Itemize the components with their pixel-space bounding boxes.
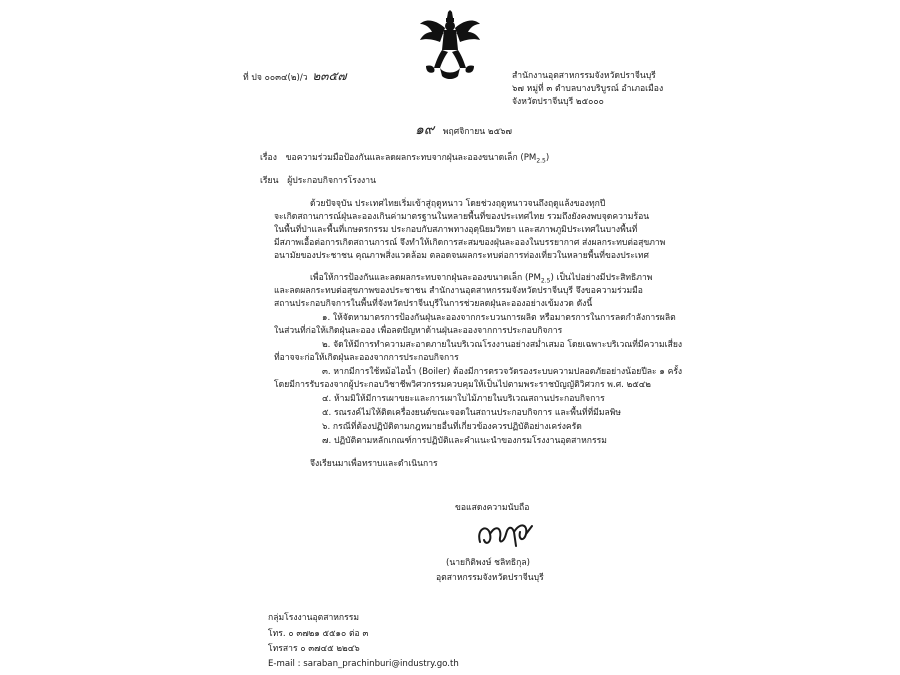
office-province: จังหวัดปราจีนบุรี ๒๕๐๐๐	[512, 97, 604, 107]
item-text: ห้ามมิให้มีการเผาขยะและการเผาใบไม้ภายในบริเวณสถานประกอบกิจการ	[333, 394, 605, 404]
paragraph-text: ) เป็นไปอย่างมีประสิทธิภาพ	[550, 273, 653, 283]
signer-title: อุตสาหกรรมจังหวัดปราจีนบุรี	[436, 573, 544, 583]
reference-handwritten-number: ๒๓๕๗	[312, 69, 347, 83]
item-text: โดยมีการรับรองจากผู้ประกอบวิชาชีพวิศวกรรมควบคุมให้เป็นไปตามพระราชบัญญัติวิศวกร พ.ศ. ๒๕๔๒	[274, 380, 651, 390]
footer-phone: โทร. ๐ ๓๗๒๑ ๕๕๑๐ ต่อ ๓	[268, 629, 369, 639]
date-day-handwritten: ๑๙	[415, 122, 435, 138]
paragraph-line: อนามัยของประชาชน คุณภาพสิ่งแวดล้อม ตลอดจนผลกระทบต่อการท่องเที่ยวในหลายพื้นที่ของประเทศ	[274, 251, 649, 261]
list-item	[322, 339, 682, 352]
date-month-year: พฤศจิกายน ๒๕๖๗	[442, 127, 512, 137]
list-item	[322, 435, 607, 448]
item-text: ที่อาจจะก่อให้เกิดฝุ่นละอองจากการประกอบกิจการ	[274, 353, 459, 363]
list-item	[322, 366, 682, 379]
paragraph-line: ในพื้นที่ป่าและพื้นที่เกษตรกรรม ประกอบกับสภาพทางอุตุนิยมวิทยา และสภาพภูมิประเทศในบางพื้นที่	[274, 225, 638, 235]
paragraph-text: เพื่อให้การป้องกันและลดผลกระทบจากฝุ่นละอองขนาดเล็ก (PM	[310, 273, 541, 283]
item-number: ๕.	[322, 408, 332, 418]
paragraph-line: และลดผลกระทบต่อสุขภาพของประชาชน สำนักงานอุตสาหกรรมจังหวัดปราจีนบุรี จึงขอความร่วมมือ	[274, 286, 643, 296]
item-number: ๖.	[322, 422, 331, 432]
footer-email: E-mail : saraban_prachinburi@industry.go.th	[268, 659, 459, 669]
subject-line	[260, 152, 549, 168]
subject-end: )	[545, 153, 550, 163]
footer-fax: โทรสาร ๐ ๓๗๔๕ ๒๒๔๖	[268, 644, 360, 654]
signer-name: (นายกิติพงษ์ ชลิทธิกุล)	[446, 558, 530, 568]
salutation-recipient: ผู้ประกอบกิจการโรงงาน	[287, 176, 376, 186]
item-text: หากมีการใช้หม้อไอน้ำ (Boiler) ต้องมีการตรวจวัดรองระบบความปลอดภัยอย่างน้อยปีละ ๑ ครั้ง	[333, 367, 683, 377]
paragraph-line: จะเกิดสถานการณ์ฝุ่นละอองเกินค่ามาตรฐานในหลายพื้นที่ของประเทศไทย รวมถึงยังคงพบจุดความร้อน	[274, 212, 650, 222]
item-number: ๗.	[322, 436, 332, 446]
list-item	[322, 407, 621, 420]
closing-request: จึงเรียนมาเพื่อทราบและดำเนินการ	[310, 459, 438, 469]
footer-department: กลุ่มโรงงานอุตสาหกรรม	[268, 613, 360, 623]
handwritten-signature	[472, 518, 542, 552]
salutation-line	[260, 175, 376, 188]
reference-number	[243, 70, 347, 85]
item-number: ๒.	[322, 340, 331, 350]
paragraph-line: ด้วยปัจจุบัน ประเทศไทยเริ่มเข้าสู่ฤดูหนาว โดยช่วงฤดูหนาวจนถึงฤดูแล้งของทุกปี	[310, 199, 606, 209]
pm-subscript: 2.5	[540, 277, 551, 285]
salutation-label: เรียน	[260, 176, 279, 186]
item-text: รณรงค์ไม่ให้ติดเครื่องยนต์ขณะจอดในสถานประกอบกิจการ และพื้นที่ที่มีมลพิษ	[333, 408, 622, 418]
subject-subscript: 2.5	[536, 157, 546, 165]
item-text: กรณีที่ต้องปฏิบัติตามกฎหมายอื่นที่เกี่ยวข้องควรปฏิบัติอย่างเคร่งครัด	[332, 422, 582, 432]
office-address	[512, 70, 663, 109]
garuda-emblem-icon	[418, 10, 482, 80]
office-name: สำนักงานอุตสาหกรรมจังหวัดปราจีนบุรี	[512, 71, 656, 81]
letter-date	[415, 124, 512, 139]
subject-text: ขอความร่วมมือป้องกันและลดผลกระทบจากฝุ่นละอองขนาดเล็ก (PM	[285, 153, 537, 163]
office-address-line: ๖๗ หมู่ที่ ๓ ตำบลบางบริบูรณ์ อำเภอเมือง	[512, 84, 664, 94]
list-item	[322, 393, 605, 406]
item-number: ๓.	[322, 367, 331, 377]
item-text: ให้จัดหามาตรการป้องกันฝุ่นละอองจากกระบวนการผลิต หรือมาตรการในการลดกำลังการผลิต	[332, 313, 676, 323]
list-item	[322, 421, 582, 434]
list-item	[322, 312, 676, 325]
item-text: ปฏิบัติตามหลักเกณฑ์การปฏิบัติและคำแนะนำของกรมโรงงานอุตสาหกรรม	[333, 436, 607, 446]
item-number: ๑.	[322, 313, 331, 323]
closing-salutation: ขอแสดงความนับถือ	[455, 503, 530, 513]
subject-label: เรื่อง	[260, 153, 277, 163]
item-text: จัดให้มีการทำความสะอาดภายในบริเวณโรงงานอย่างสม่ำเสมอ โดยเฉพาะบริเวณที่มีความเสี่ยง	[333, 340, 683, 350]
paragraph-line: สถานประกอบกิจการในพื้นที่จังหวัดปราจีนบุรีในการช่วยลดฝุ่นละอองอย่างเข้มงวด ดังนี้	[274, 299, 593, 309]
item-number: ๔.	[322, 394, 332, 404]
paragraph-line: มีสภาพเอื้อต่อการเกิดสถานการณ์ จึงทำให้เกิดการสะสมของฝุ่นละอองในบรรยากาศ ส่งผลกระทบต่อสุขภาพ	[274, 238, 666, 248]
reference-prefix: ที่ ปจ ๐๐๓๔(๒)/ว	[243, 73, 308, 83]
item-text: ในส่วนที่ก่อให้เกิดฝุ่นละออง เพื่อลดปัญหาด้านฝุ่นละอองจากการประกอบกิจการ	[274, 326, 563, 336]
